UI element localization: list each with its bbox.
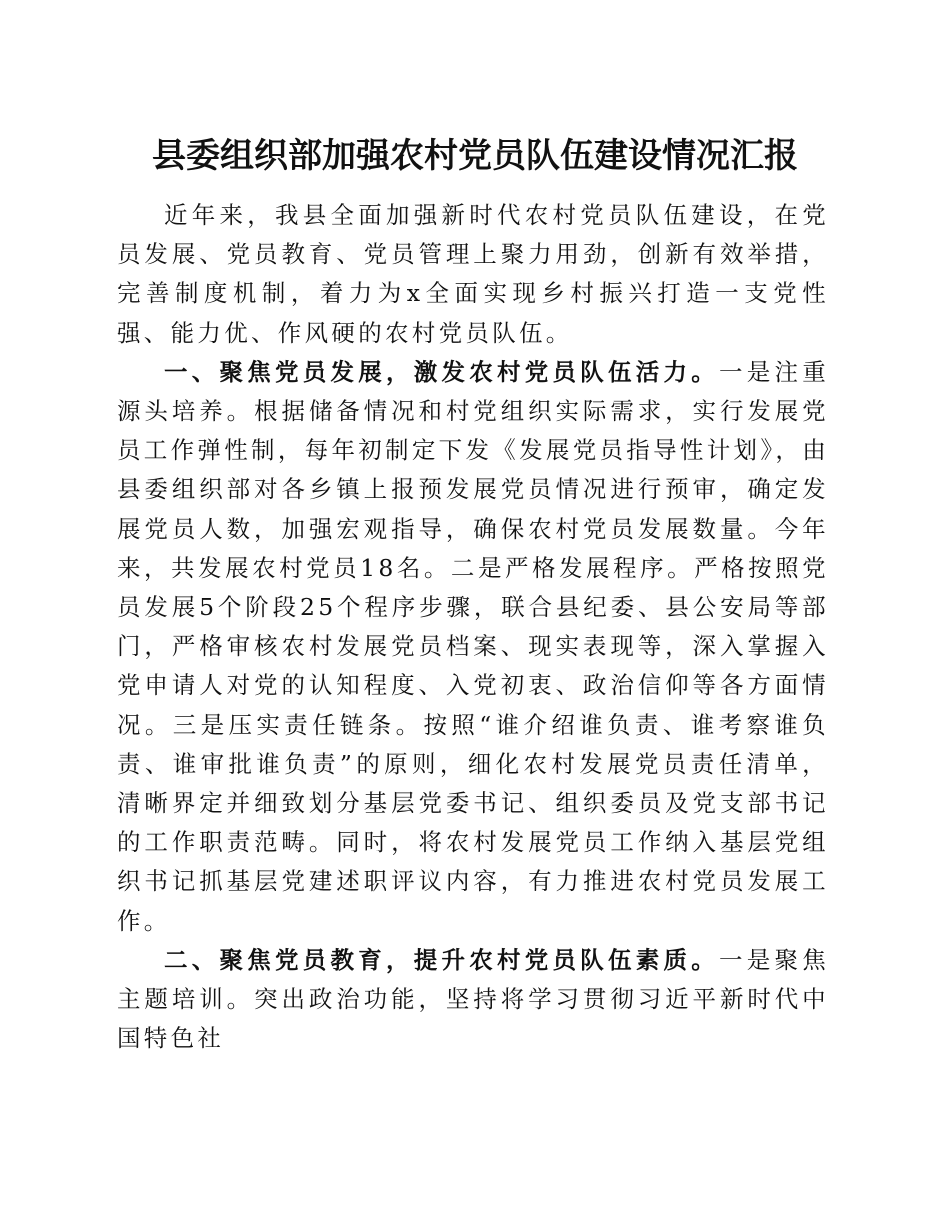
section-1-heading: 一、聚焦党员发展，激发农村党员队伍活力。	[164, 357, 719, 386]
document-body	[117, 196, 829, 1058]
paragraph-intro	[117, 196, 829, 353]
section-1-text: 一是注重源头培养。根据储备情况和村党组织实际需求，实行发展党员工作弹性制，每年初制定下发《发展党员指导性计划》，由县委组织部对各乡镇上报预发展党员情况进行预审，确定发展党员人数，加强宏观指导，确保农村党员发展数量。今年来，共发展农村党员18名。二是严格发展程序。严格按照党员发展5个阶段25个程序步骤，联合县纪委、县公安局等部门，严格审核农村发展党员档案、现实表现等，深入掌握入党申请人对党的认知程度、入党初衷、政治信仰等各方面情况。三是压实责任链条。按照“谁介绍谁负责、谁考察谁负责、谁审批谁负责”的原则，细化农村发展党员责任清单，清晰界定并细致划分基层党委书记、组织委员及党支部书记的工作职责范畴。同时，将农村发展党员工作纳入基层党组织书记抓基层党建述职评议内容，有力推进农村党员发展工作。	[117, 357, 829, 935]
document-title: 县委组织部加强农村党员队伍建设情况汇报	[152, 136, 798, 176]
paragraph-intro-text: 近年来，我县全面加强新时代农村党员队伍建设，在党员发展、党员教育、党员管理上聚力用劲，创新有效举措，完善制度机制，着力为x全面实现乡村振兴打造一支党性强、能力优、作风硬的农村党员队伍。	[117, 201, 829, 347]
paragraph-section-1	[117, 353, 829, 941]
section-2-text: 一是聚焦主题培训。突出政治功能，坚持将学习贯彻习近平新时代中国特色社	[117, 945, 829, 1053]
paragraph-section-2	[117, 941, 829, 1059]
section-2-heading: 二、聚焦党员教育，提升农村党员队伍素质。	[164, 945, 719, 974]
